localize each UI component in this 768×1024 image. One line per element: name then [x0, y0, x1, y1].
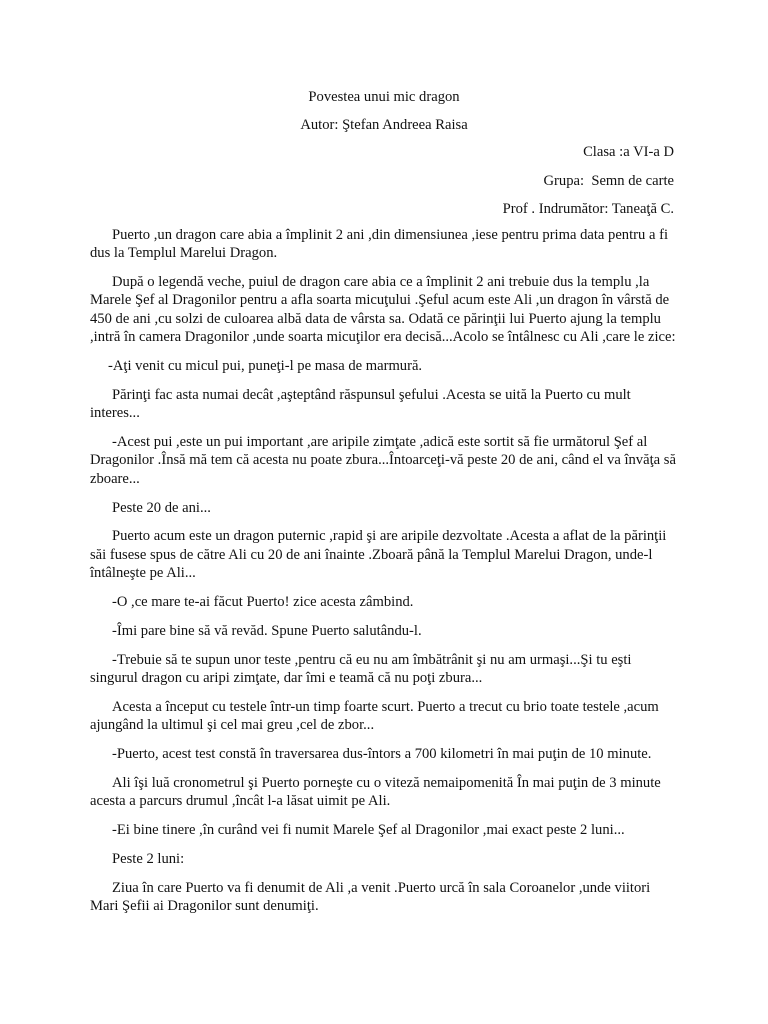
- paragraph: Ali îşi luă cronometrul şi Puerto porneşte cu o viteză nemaipomenită În mai puţin de 3 minute acesta a parcurs drumul ,încât l-a lăsat uimit pe Ali.: [90, 774, 661, 810]
- paragraph: Acesta a început cu testele într-un timp foarte scurt. Puerto a trecut cu brio toate testele ,acum ajungând la ultimul şi cel mai greu ,cel de zbor...: [90, 698, 659, 734]
- story-body: [90, 226, 680, 926]
- paragraph: Ziua în care Puerto va fi denumit de Ali ,a venit .Puerto urcă în sala Coroanelor ,unde viitori Mari Şefii ai Dragonilor sunt denumiţi.: [90, 879, 651, 915]
- dialog-line: -Ei bine tinere ,în curând vei fi numit Marele Şef al Dragonilor ,mai exact peste 2 luni...: [112, 822, 625, 839]
- paragraph: Puerto acum este un dragon puternic ,rapid şi are aripile dezvoltate .Acesta a aflat de la părinţii săi fusese spus de către Ali cu 20 de ani înainte .Zboară până la Templul Marelui Dragon, unde-l întâlneşte pe Ali...: [90, 528, 667, 582]
- dialog-line: -Trebuie să te supun unor teste ,pentru că eu nu am îmbătrânit şi nu am urmaşi...Şi tu eşti singurul dragon cu aripi zimţate, dar îmi e teamă că nu poţi zbura...: [90, 651, 632, 686]
- professor-line: Prof . Indrumător: Taneaţă C.: [502, 201, 674, 217]
- group-line: Grupa: Semn de carte: [543, 173, 674, 189]
- paragraph: După o legendă veche, puiul de dragon care abia ce a împlinit 2 ani trebuie dus la templu ,la Marele Şef al Dragonilor pentru a afla soarta micuţului .Şeful acum este Ali ,un dragon în vârstă de 450 de ani ,cu solzi de culoarea albă data de vârsta sa. Odată ce părinţii lui Puerto ajung la templu ,intră în camera Dragonilor ,unde soarta micuţilor era decisă...Acolo se întâlnesc cu Ali ,care le zice:: [90, 274, 676, 346]
- paragraph: Părinţi fac asta numai decât ,aşteptând răspunsul şefului .Acesta se uită la Puerto cu mult interes...: [90, 386, 631, 422]
- document-title: Povestea unui mic dragon: [308, 89, 460, 105]
- dialog-line: -O ,ce mare te-ai făcut Puerto! zice acesta zâmbind.: [112, 593, 414, 610]
- dialog-line: -Aţi venit cu micul pui, puneţi-l pe masa de marmură.: [108, 357, 423, 374]
- document-author: Autor: Ştefan Andreea Raisa: [300, 117, 468, 133]
- paragraph: Peste 2 luni:: [112, 851, 185, 868]
- dialog-line: -Îmi pare bine să vă revăd. Spune Puerto salutându-l.: [112, 622, 422, 639]
- paragraph: Puerto ,un dragon care abia a împlinit 2 ani ,din dimensiunea ,iese pentru prima data pentru a fi dus la Templul Marelui Dragon.: [90, 227, 669, 262]
- paragraph: Peste 20 de ani...: [112, 499, 211, 516]
- dialog-line: -Acest pui ,este un pui important ,are aripile zimţate ,adică este sortit să fie următorul Şef al Dragonilor .Însă mă tem că acesta nu poate zbura...Întoarceţi-vă peste 20 de ani, când el va învăţa să zboare...: [90, 434, 676, 487]
- dialog-line: -Puerto, acest test constă în traversarea dus-întors a 700 kilometri în mai puţin de 10 minute.: [112, 746, 652, 763]
- class-line: Clasa :a VI-a D: [583, 144, 674, 160]
